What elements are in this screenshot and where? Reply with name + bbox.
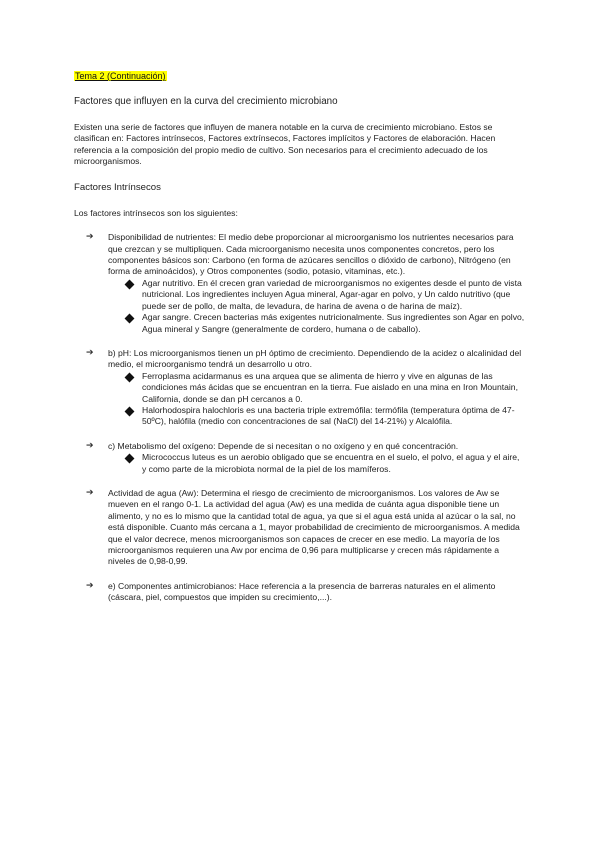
sub-item bbox=[108, 452, 526, 475]
diamond-icon bbox=[125, 454, 135, 464]
list-intro: Los factores intrínsecos son los siguientes: bbox=[74, 207, 238, 218]
list-item-text: e) Componentes antimicrobianos: Hace referencia a la presencia de barreras naturales en el alimento (cáscara, piel, compuestos que impiden su crecimiento,...). bbox=[108, 580, 496, 603]
intro-paragraph: Existen una serie de factores que influyen de manera notable en la curva de crecimiento microbiano. Estos se clasifican en: Factores intrínsecos, Factores extrínsecos, Factores implícitos y Factores de elaboración. Hacen referencia a la composición del propio medio de cultivo. Son necesarios para el crecimiento adecuado de los microorganismos. bbox=[74, 121, 496, 167]
list-item-antimicrobianos bbox=[74, 581, 526, 604]
sub-item bbox=[108, 371, 526, 405]
document-content bbox=[74, 71, 526, 617]
list-item-text: c) Metabolismo del oxígeno: Depende de si necesitan o no oxígeno y en qué concentración. bbox=[108, 440, 459, 451]
list-item-text: b) pH: Los microorganismos tienen un pH óptimo de crecimiento. Dependiendo de la acidez o alcalinidad del medio, el microorganismo tendrá un desarrollo u otro. bbox=[108, 347, 522, 370]
list-item-ph bbox=[74, 348, 526, 428]
diamond-icon bbox=[125, 372, 135, 382]
sub-item bbox=[108, 312, 526, 335]
list-item-text: Actividad de agua (Aw): Determina el riesgo de crecimiento de microorganismos. Los valores de Aw se mueven en el rango 0-1. La actividad del agua (Aw) es una medida de cuánta agua disponible tiene un alimento, y no es lo mismo que la cantidad total de agua, ya que si el agua está unida al azúcar o la sal, no está disponible. Cuanto más cercana a 1, mayor probabilidad de crecimiento de microorganismos. A medida que el valor decrece, menos microorganismos son capaces de crecer en ese medio. La mayoría de los microorganismos requieren una Aw por encima de 0,96 para multiplicarse y crecen más rápidamente a niveles de 0,98-0,99. bbox=[108, 487, 520, 567]
section-subtitle: Factores que influyen en la curva del crecimiento microbiano bbox=[74, 96, 338, 108]
sub-item-text: Ferroplasma acidarmanus es una arquea que se alimenta de hierro y vive en algunas de las condiciones más ácidas que se encuentran en la tierra. Fue aislado en una mina en Iron Mountain, California, donde se dan pH cercanos a 0. bbox=[142, 370, 518, 404]
diamond-icon bbox=[125, 314, 135, 324]
arrow-right-icon: ➔ bbox=[86, 580, 94, 591]
diamond-icon bbox=[125, 279, 135, 289]
diamond-icon bbox=[125, 406, 135, 416]
sub-item bbox=[108, 405, 526, 428]
sub-item-text: Halorhodospira halochloris es una bacteria triple extremófila: termófila (temperatura óptima de 47-50ºC), halófila (medio con concentraciones de sal (NaCl) del 14-21%) y Alcalófila. bbox=[142, 404, 515, 427]
sub-item-text: Micrococcus luteus es un aerobio obligado que se encuentra en el suelo, el polvo, el agua y el aire, y como parte de la microbiota normal de la piel de los mamíferos. bbox=[142, 452, 520, 474]
list-item-text: Disponibilidad de nutrientes: El medio debe proporcionar al microorganismo los nutrientes necesarios para que crezcan y se multipliquen. Cada microorganismo necesita unos componentes concretos, pero los componentes básicos son: Carbono (en forma de azúcares sencillos o dióxido de carbono), Nitrógeno (en forma de aminoácidos), y Otros componentes (sodio, potasio, vitaminas, etc.). bbox=[108, 232, 514, 277]
arrow-right-icon: ➔ bbox=[86, 347, 94, 358]
arrow-right-icon: ➔ bbox=[86, 487, 94, 498]
arrow-right-icon: ➔ bbox=[86, 440, 94, 451]
sub-item-text: Agar sangre. Crecen bacterias más exigentes nutricionalmente. Sus ingredientes son Agar en polvo, Agua mineral y Sangre (generalmente de cordero, humana o de caballo). bbox=[142, 312, 525, 334]
sub-item-text: Agar nutritivo. En él crecen gran variedad de microorganismos no exigentes desde el punto de vista nutricional. Los ingredientes incluyen Agua mineral, Agar-agar en polvo, y Un caldo nutritivo (que puede ser de pollo, de malta, de levadura, de harina de avena o de harina de maíz). bbox=[142, 277, 522, 311]
title-line bbox=[74, 71, 526, 82]
document-title: Tema 2 (Continuación) bbox=[75, 71, 166, 81]
section-heading: Factores Intrínsecos bbox=[74, 182, 161, 194]
list-item-agua bbox=[74, 488, 526, 568]
list-item-nutrientes bbox=[74, 232, 526, 335]
list-item-oxigeno bbox=[74, 441, 526, 475]
sub-item bbox=[108, 278, 526, 312]
arrow-right-icon: ➔ bbox=[86, 232, 94, 243]
